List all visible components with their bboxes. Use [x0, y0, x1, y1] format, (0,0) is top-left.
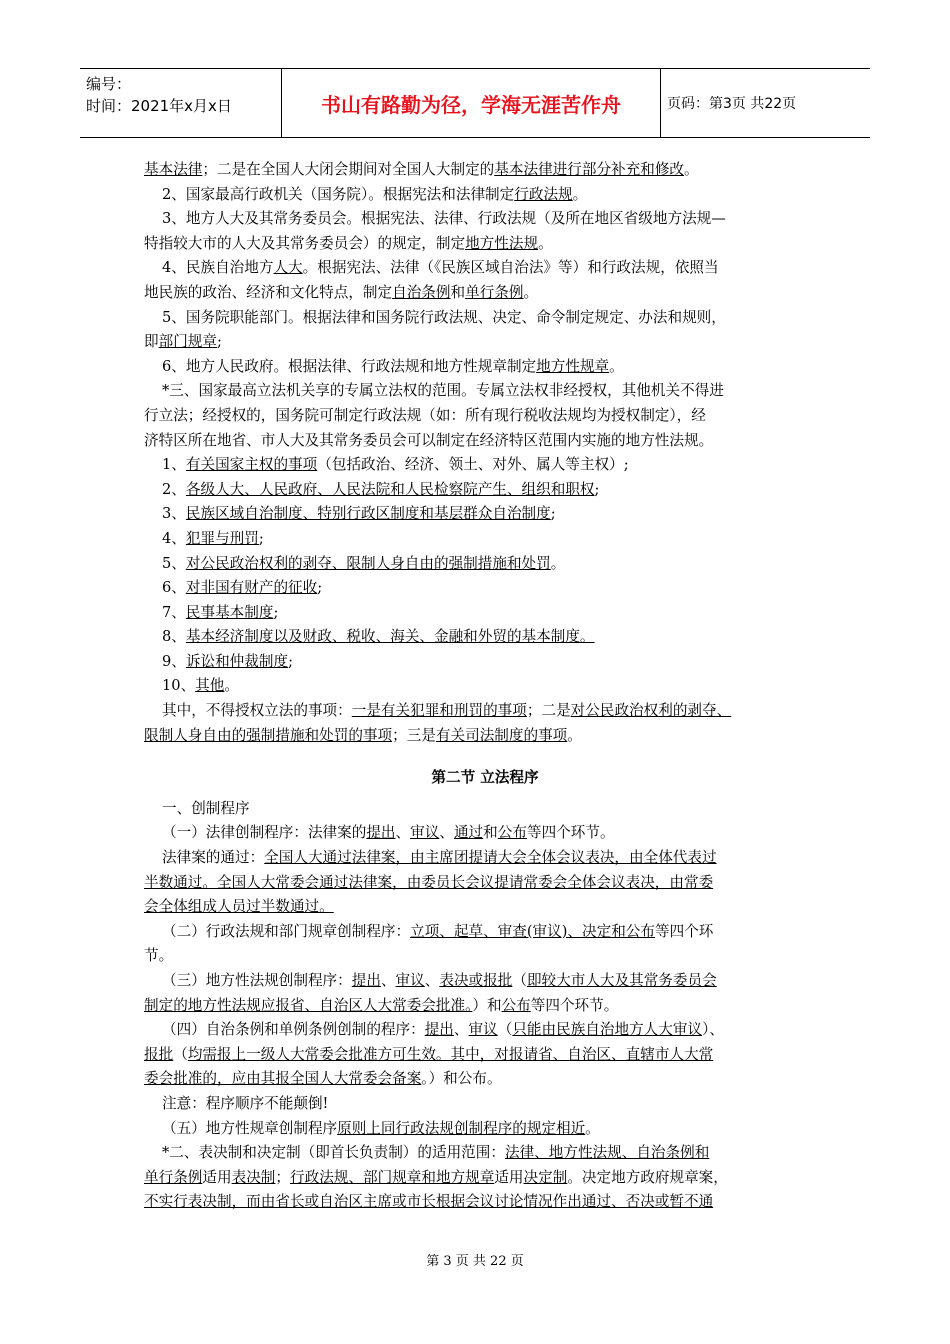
text-line: （五）地方性规章创制程序原则上同行政法规创制程序的规定相近。: [162, 1119, 600, 1137]
text-line: 一、创制程序: [162, 799, 250, 817]
text-line: 不实行表决制，而由省长或自治区主席或市长根据会议讨论情况作出通过、否决或暂不通: [144, 1193, 714, 1211]
list-item: 8、基本经济制度以及财政、税收、海关、金融和外贸的基本制度。: [162, 628, 595, 646]
text-line: 5、国务院职能部门。根据法律和国务院行政法规、决定、命令制定规定、办法和规则，: [162, 308, 726, 326]
list-item: 9、诉讼和仲裁制度;: [162, 652, 293, 670]
header-left-cell: [80, 69, 282, 137]
time-label: 时间：2021年x月x日: [86, 97, 232, 115]
list-item: 2、各级人大、人民政府、人民法院和人民检察院产生、组织和职权;: [162, 480, 600, 498]
text-line: 即部门规章;: [144, 333, 222, 351]
text-line: 6、地方人民政府。根据法律、行政法规和地方性规章制定地方性规章。: [162, 357, 624, 375]
list-item: 1、有关国家主权的事项（包括政治、经济、领土、对外、属人等主权）;: [162, 456, 629, 474]
text-line: 4、民族自治地方人大。根据宪法、法律（《民族区域自治法》等）和行政法规，依照当: [162, 259, 719, 277]
text-line: 基本法律；二是在全国人大闭会期间对全国人大制定的基本法律进行部分补充和修改。: [144, 161, 699, 178]
text-line: 注意：程序顺序不能颠倒!: [162, 1094, 329, 1112]
motto: 书山有路勤为径，学海无涯苦作舟: [282, 69, 661, 137]
list-item: 7、民事基本制度;: [162, 603, 279, 621]
text-line: 2、国家最高行政机关（国务院）。根据宪法和法律制定行政法规。: [162, 185, 588, 203]
text-line: 特指较大市的人大及其常务委员会）的规定，制定地方性法规。: [144, 234, 553, 252]
document-body: [144, 158, 826, 1215]
text-line: 会全体组成人员过半数通过。: [144, 898, 334, 916]
list-item: 6、对非国有财产的征收;: [162, 579, 323, 597]
text-line: 法律案的通过：全国人大通过法律案，由主席团提请大会全体会议表决，由全体代表过: [162, 849, 717, 867]
text-line: 3、地方人大及其常务委员会。根据宪法、法律、行政法规（及所在地区省级地方法规—: [162, 210, 726, 228]
section-title: 第二节 立法程序: [431, 769, 539, 787]
text-line: 行立法；经授权的，国务院可制定行政法规（如：所有现行税收法规均为授权制定），经: [144, 406, 706, 424]
text-line: 限制人身自由的强制措施和处罚的事项；三是有关司法制度的事项。: [144, 726, 582, 744]
list-item: 3、民族区域自治制度、特别行政区制度和基层群众自治制度;: [162, 505, 556, 523]
text-line: *二、表决制和决定制（即首长负责制）的适用范围：法律、地方性法规、自治条例和: [162, 1144, 710, 1162]
text-line: 其中，不得授权立法的事项：一是有关犯罪和刑罚的事项；二是对公民政治权利的剥夺、: [162, 702, 732, 720]
text-line: （一）法律创制程序：法律案的提出、审议、通过和公布等四个环节。: [162, 824, 615, 842]
page-header: [80, 68, 870, 138]
text-line: 制定的地方性法规应报省、自治区人大常委会批准。）和公布等四个环节。: [144, 996, 619, 1014]
text-line: 济特区所在地省、市人大及其常务委员会可以制定在经济特区范围内实施的地方性法规。: [144, 431, 714, 449]
page-info: 页码：第3页 共22页: [667, 96, 797, 112]
text-line: 报批（均需报上一级人大常委会批准方可生效。其中，对报请省、自治区、直辖市人大常: [144, 1045, 714, 1063]
text-line: 单行条例适用表决制；行政法规、部门规章和地方规章适用决定制。决定地方政府规章案，: [144, 1168, 728, 1186]
list-item: 5、对公民政治权利的剥夺、限制人身自由的强制措施和处罚。: [162, 554, 566, 572]
text-line: 半数通过。全国人大常委会通过法律案，由委员长会议提请常委会全体会议表决，由常委: [144, 873, 714, 891]
text-line: （四）自治条例和单例条例创制的程序：提出、审议（只能由民族自治地方人大审议）、: [162, 1021, 724, 1039]
list-item: 10、其他。: [162, 677, 239, 695]
text-line: *三、国家最高立法机关享的专属立法权的范围。专属立法权非经授权，其他机关不得进: [162, 382, 724, 400]
page-footer: 第 3 页 共 22 页: [426, 1254, 524, 1269]
text-line: 委会批准的，应由其报全国人大常委会备案。）和公布。: [144, 1070, 502, 1088]
number-label: 编号：: [86, 75, 132, 93]
text-line: （二）行政法规和部门规章创制程序：立项、起草、审查(审议)、决定和公布等四个环: [162, 922, 714, 940]
list-item: 4、犯罪与刑罚;: [162, 529, 264, 547]
text-line: （三）地方性法规创制程序：提出、审议、表决或报批（即较大市人大及其常务委员会: [162, 972, 717, 989]
text-line: 地民族的政治、经济和文化特点，制定自治条例和单行条例。: [144, 283, 539, 301]
text-line: 节。: [144, 947, 174, 965]
